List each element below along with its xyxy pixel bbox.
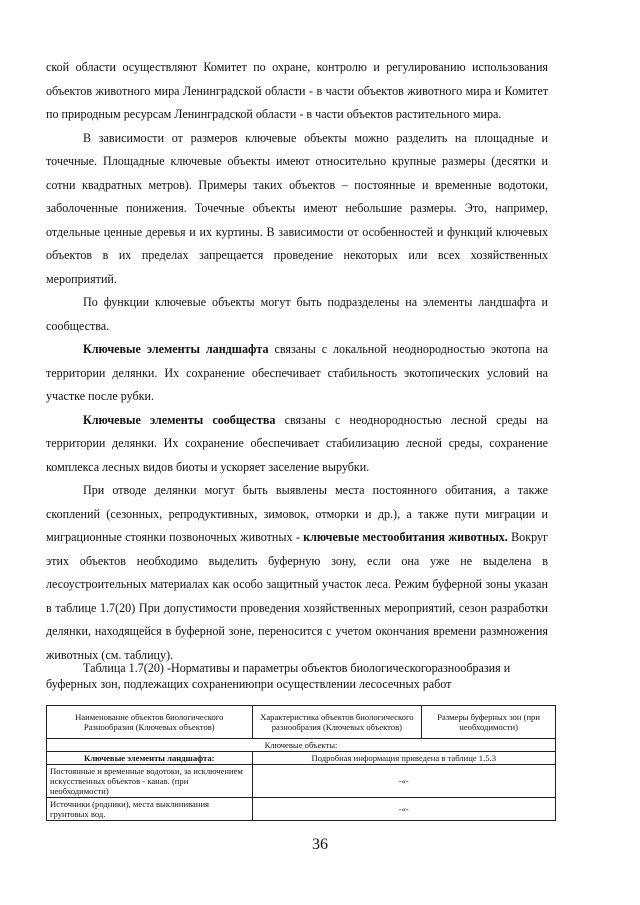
- paragraph: В зависимости от размеров ключевые объекты можно разделить на площадные и точечные. Площадные ключевые объекты имеют относительно крупные размеры (десятки и сотни квадратных метров). Примеры таких объектов – постоянные и временные водотоки, заболоченные понижения. Точечные объекты имеют небольшие размеры. Это, например, отдельные ценные деревья и их куртины. В зависимости от особенностей и функций ключевых объектов в их пределах запрещается проведение некоторых или всех хозяйственных мероприятий.: [46, 130, 548, 286]
- table-section-row: [47, 739, 556, 752]
- paragraph: [46, 409, 548, 480]
- table-cell: Постоянные и временные водотоки, за исключением искусственных объектов - канав. (при необходимости): [47, 765, 253, 798]
- paragraph: [46, 338, 548, 409]
- body-text: [46, 56, 548, 667]
- table-row: [47, 798, 556, 821]
- table-subsection-note: Подробная информация приведена в таблице 1.5.3: [252, 752, 555, 765]
- biodiversity-table: [46, 705, 556, 821]
- paragraph-text: связаны с локальной неоднородностью экотопа на территории делянки. Их сохранение обеспечивает стабильность экотопических условий на участке после рубки.: [46, 342, 548, 403]
- paragraph: ской области осуществляют Комитет по охране, контролю и регулированию использования объектов животного мира Ленинградской области - в части объектов животного мира и Комитет по природным ресурсам Ленинградской области - в части объектов растительного мира.: [46, 60, 548, 121]
- caption-line: Таблица 1.7(20) -Нормативы и параметры объектов биологическогоразнообразия и: [83, 661, 511, 675]
- term-bold: Ключевые элементы сообщества: [83, 412, 276, 427]
- paragraph-text: Вокруг этих объектов необходимо выделить буферную зону, если она уже не выделена в лесоустроительных материалах как особо защитный участок леса. Режим буферной зоны указан в таблице 1.7(20) При допустимости проведения хозяйственных мероприятий, сезон разработки делянки, находящейся в буферной зоне, переносится с учетом окончания времени размножения животных (см. таблицу).: [46, 530, 548, 662]
- page-number: 36: [312, 836, 328, 853]
- table-cell: -«-: [252, 765, 555, 798]
- table-row: [47, 765, 556, 798]
- table-header-cell: Характеристика объектов биологического разнообразия (Ключевых объектов): [252, 706, 422, 739]
- table-cell: Источники (родники), места выклинивания грунтовых вод.: [47, 798, 253, 821]
- table-section-cell: Ключевые объекты:: [47, 739, 556, 752]
- table-header-cell: Размеры буферных зон (при необходимости): [422, 706, 556, 739]
- paragraph-text: При отводе делянки могут быть выявлены места постоянного обитания, а также скоплений (сезонных, репродуктивных, зимовок, отморки и др.), а также пути миграции и миграционные стоянки позвоночных животных -: [46, 483, 548, 544]
- term-bold: ключевые местообитания животных.: [303, 530, 508, 544]
- table-subsection-cell: Ключевые элементы ландшафта:: [47, 752, 253, 765]
- paragraph: По функции ключевые объекты могут быть подразделены на элементы ландшафта и сообщества.: [46, 295, 548, 333]
- caption-line: буферных зон, подлежащих сохранениюпри осуществлении лесосечных работ: [46, 677, 452, 691]
- paragraph: [46, 479, 548, 667]
- table-header-cell: Наименование объектов биологического Разнообразия (Ключевых объектов): [47, 706, 253, 739]
- table-caption: [46, 660, 548, 692]
- table-cell: -«-: [252, 798, 555, 821]
- table-subsection-row: [47, 752, 556, 765]
- paragraph-text: связаны с неоднородностью лесной среды на территории делянки. Их сохранение обеспечивает стабилизацию лесной среды, сохранение комплекса лесных видов биоты и ускоряет заселение вырубки.: [46, 412, 549, 474]
- table-header-row: [47, 706, 556, 739]
- term-bold: Ключевые элементы ландшафта: [83, 342, 269, 356]
